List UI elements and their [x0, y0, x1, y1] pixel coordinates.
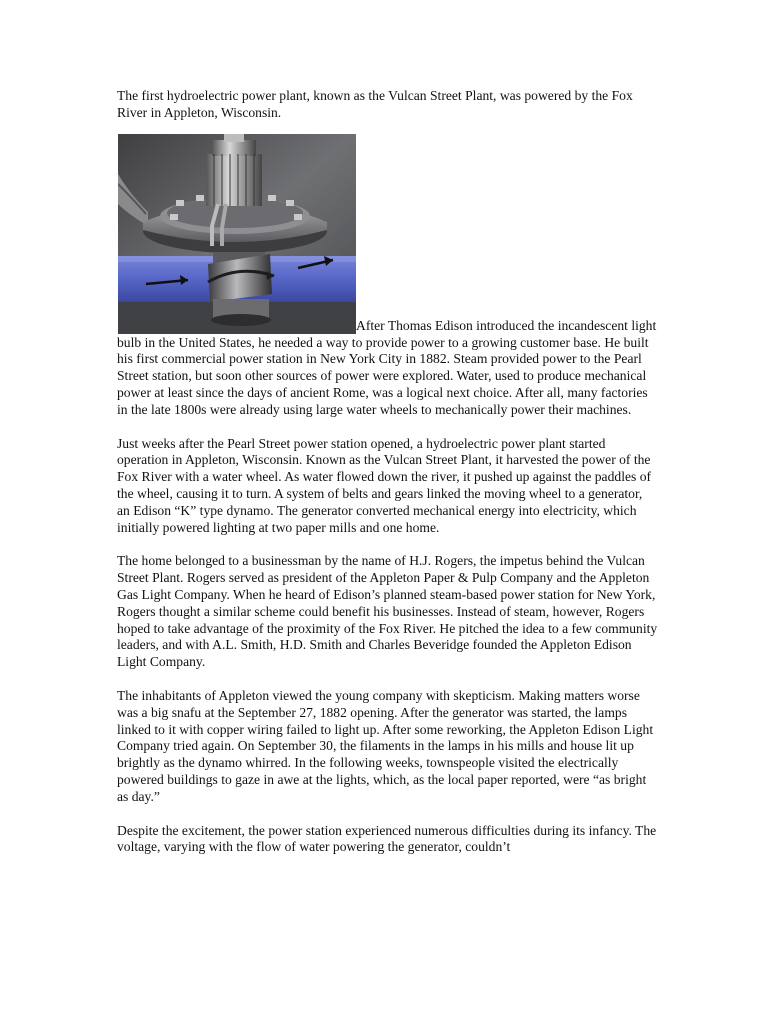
paragraph-5: Despite the excitement, the power station experienced numerous difficulties during its infancy. The voltage, varying with the flow of water powering the generator, couldn’t [117, 822, 657, 855]
paragraph-3: The home belonged to a businessman by the name of H.J. Rogers, the impetus behind the Vulcan Street Plant. Rogers served as president of the Appleton Paper & Pulp Company and the Appleton Gas Light Company. When he heard of Edison’s planned steam-based power station for New York, Rogers thought a similar scheme could benefit his businesses. Instead of steam, however, Rogers hoped to take advantage of the proximity of the Fox River. He pitched the idea to a few community leaders, and with A.L. Smith, H.D. Smith and Charles Beveridge founded the Appleton Edison Light Company. [117, 553, 658, 670]
hydroelectric-turbine-illustration [118, 134, 356, 334]
intro-paragraph: The first hydroelectric power plant, known as the Vulcan Street Plant, was powered by the Fox River in Appleton, Wisconsin. [117, 88, 633, 120]
paragraph-2: Just weeks after the Pearl Street power station opened, a hydroelectric power plant started operation in Appleton, Wisconsin. Known as the Vulcan Street Plant, it harvested the power of the Fox River with a water wheel. As water flowed down the river, it pushed up against the paddles of the wheel, causing it to turn. A system of belts and gears linked the moving wheel to a generator, an Edison “K” type dynamo. The generator converted mechanical energy into electricity, which initially powered lighting at two paper mills and one home. [117, 435, 652, 535]
paragraph-4: The inhabitants of Appleton viewed the young company with skepticism. Making matters worse was a big snafu at the September 27, 1882 opening. After the generator was started, the lamps linked to it with copper wiring failed to light up. After some reworking, the Appleton Edison Light Company tried again. On September 30, the filaments in the lamps in his mills and house lit up brightly as the dynamo whirred. In the following weeks, townspeople visited the electrically powered buildings to gaze in awe at the lights, which, as the local paper reported, were “as bright as day.” [117, 687, 654, 804]
paragraph-1: After Thomas Edison introduced the incandescent light bulb in the United States, he needed a way to provide power to a growing customer base. He built his first commercial power station in New York City in 1882. Steam provided power to the Pearl Street station, but soon other sources of power were explored. Water, used to produce mechanical power at least since the days of ancient Rome, was a logical next choice. After all, many factories in the late 1800s were already using large water wheels to mechanically power their machines. [117, 134, 658, 419]
